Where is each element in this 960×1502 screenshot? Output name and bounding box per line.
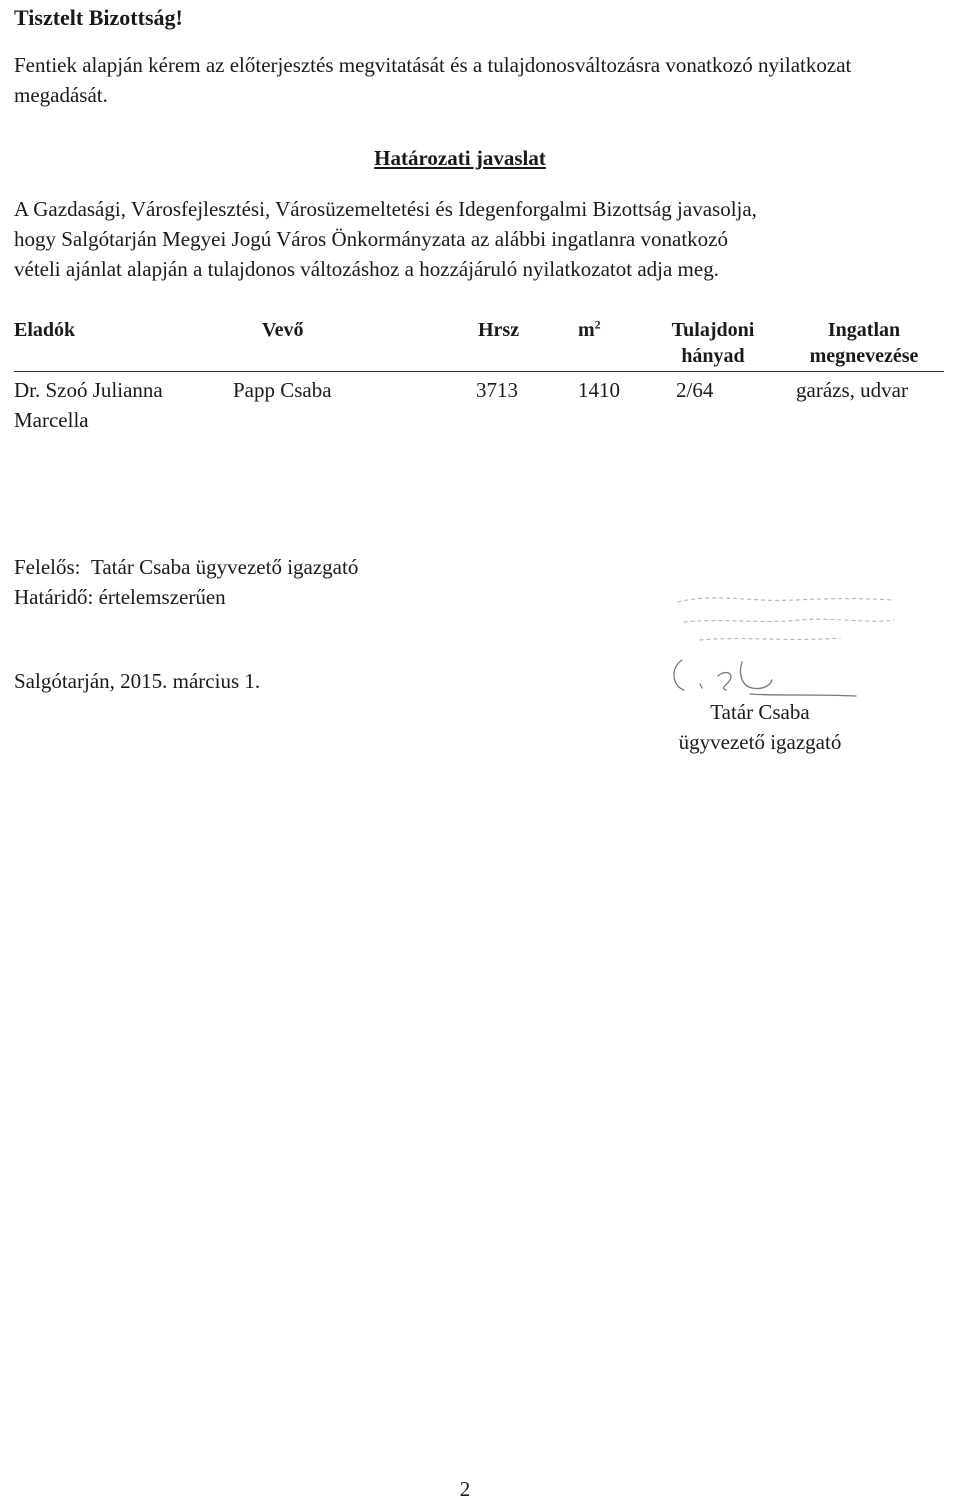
header-name-line1: Ingatlan bbox=[827, 319, 901, 341]
resolution-paragraph bbox=[14, 194, 949, 284]
header-buyer: Vevő bbox=[262, 319, 304, 341]
deadline-line bbox=[14, 582, 226, 612]
responsible-label: Felelős: bbox=[14, 555, 81, 579]
resolution-line: vételi ajánlat alapján a tulajdonos változáshoz a hozzájáruló nyilatkozatot adja meg. bbox=[14, 257, 719, 281]
intro-paragraph: Fentiek alapján kérem az előterjesztés megvitatását és a tulajdonosváltozásra vonatkozó nyilatkozat megadását. bbox=[14, 53, 852, 107]
header-area-sup: 2 bbox=[594, 317, 601, 332]
header-share bbox=[650, 316, 776, 370]
resolution-line: A Gazdasági, Városfejlesztési, Városüzemeltetési és Idegenforgalmi Bizottság javasolja, bbox=[14, 197, 757, 221]
row-seller-line2: Marcella bbox=[14, 408, 89, 432]
row-property: garázs, udvar bbox=[796, 378, 908, 402]
greeting: Tisztelt Bizottság! bbox=[14, 5, 183, 30]
place-date: Salgótarján, 2015. március 1. bbox=[14, 669, 261, 693]
signature bbox=[660, 646, 870, 704]
row-share: 2/64 bbox=[676, 378, 714, 402]
row-seller-line1: Dr. Szoó Julianna bbox=[14, 378, 163, 402]
signatory-title: ügyvezető igazgató bbox=[678, 730, 842, 754]
signatory-name: Tatár Csaba bbox=[710, 700, 810, 724]
responsible-line bbox=[14, 552, 358, 582]
deadline-value: értelemszerűen bbox=[98, 585, 226, 609]
row-buyer: Papp Csaba bbox=[233, 378, 332, 402]
stamp-impression bbox=[670, 590, 900, 650]
signatory-block bbox=[640, 697, 880, 757]
row-area: 1410 bbox=[578, 378, 620, 402]
deadline-label: Határidő: bbox=[14, 585, 94, 609]
header-hrsz: Hrsz bbox=[478, 319, 520, 341]
header-area-base: m bbox=[578, 319, 595, 341]
resolution-heading: Határozati javaslat bbox=[374, 146, 546, 170]
header-sellers: Eladók bbox=[14, 319, 76, 341]
header-name-line2: megnevezése bbox=[809, 345, 919, 367]
header-share-line1: Tulajdoni bbox=[671, 319, 755, 341]
header-share-line2: hányad bbox=[681, 345, 745, 367]
header-property-name bbox=[784, 316, 944, 370]
header-area bbox=[578, 316, 601, 344]
page-number: 2 bbox=[459, 1477, 471, 1501]
row-seller bbox=[14, 376, 163, 434]
row-hrsz: 3713 bbox=[476, 378, 518, 402]
resolution-line: hogy Salgótarján Megyei Jogú Város Önkormányzata az alábbi ingatlanra vonatkozó bbox=[14, 227, 728, 251]
table-header-rule bbox=[14, 371, 944, 372]
responsible-value: Tatár Csaba ügyvezető igazgató bbox=[91, 555, 359, 579]
